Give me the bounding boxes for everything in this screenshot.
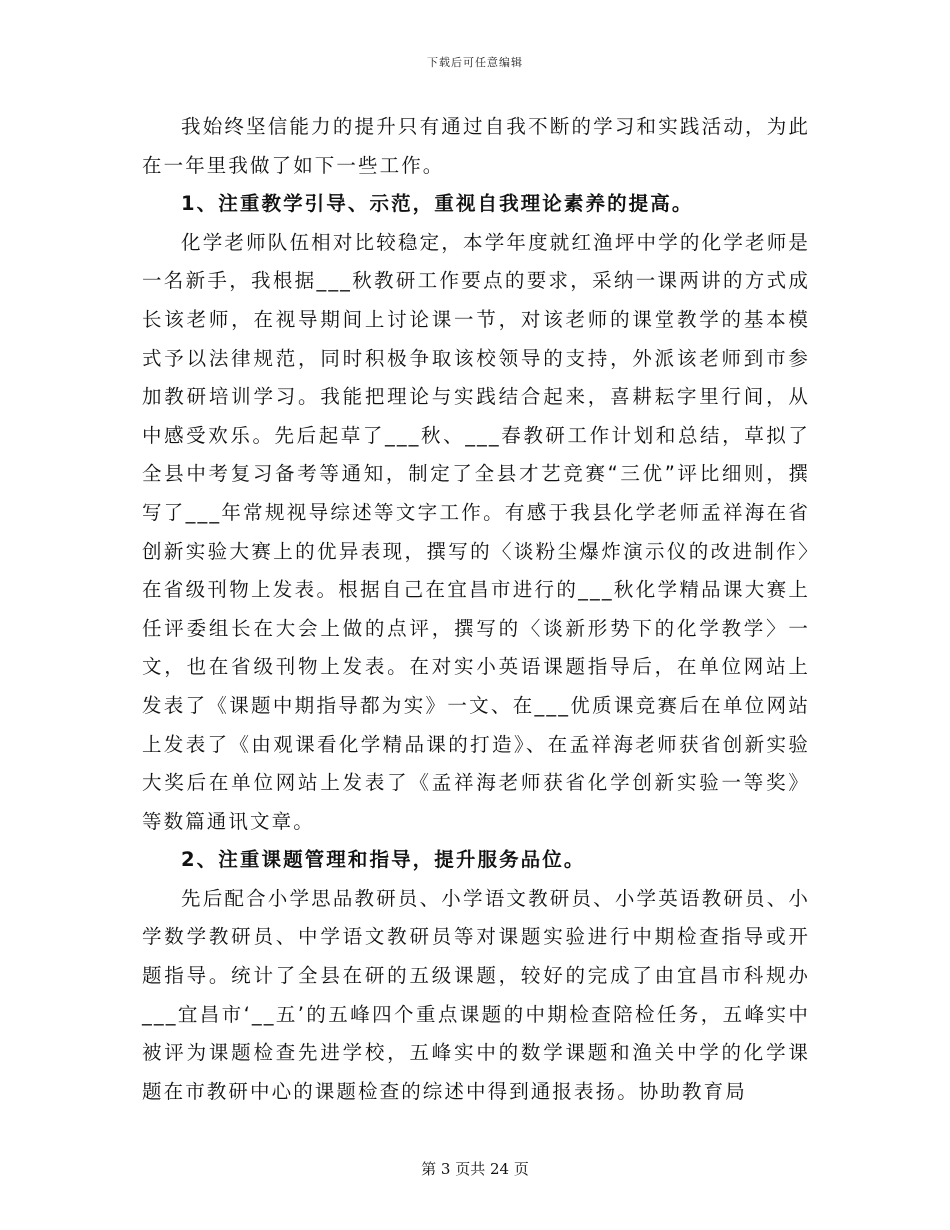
page-header: 下载后可任意编辑 [427, 56, 523, 69]
section-1-heading: 1、注重教学引导、示范，重视自我理论素养的提高。 [181, 192, 694, 216]
section-1-paragraph: 化学老师队伍相对比较稳定，本学年度就红渔坪中学的化学老师是一名新手，我根据___秋教研工作要点的要求，采纳一课两讲的方式成长该老师，在视导期间上讨论课一节，对该老师的课堂教学的基本模式予以法律规范，同时积极争取该校领导的支持，外派该老师到市参加教研培训学习。我能把理论与实践结合起来，喜耕耘字里行间，从中感受欢乐。先后起草了___秋、___春教研工作计划和总结，草拟了全县中考复习备考等通知，制定了全县才艺竞赛“三优”评比细则，撰写了___年常规视导综述等文字工作。有感于我县化学老师孟祥海在省创新实验大赛上的优异表现，撰写的〈谈粉尘爆炸演示仪的改进制作〉在省级刊物上发表。根据自己在宜昌市进行的___秋化学精品课大赛上任评委组长在大会上做的点评，撰写的〈谈新形势下的化学教学〉一文，也在省级刊物上发表。在对实小英语课题指导后，在单位网站上发表了《课题中期指导都为实》一文、在___优质课竞赛后在单位网站上发表了《由观课看化学精品课的打造》、在孟祥海老师获省创新实验大奖后在单位网站上发表了《孟祥海老师获省化学创新实验一等奖》等数篇通讯文章。 [142, 230, 810, 833]
document-body [142, 108, 810, 1111]
section-2-heading: 2、注重课题管理和指导，提升服务品位。 [181, 848, 586, 872]
page-number: 第 3 页共 24 页 [421, 1160, 529, 1178]
intro-paragraph: 我始终坚信能力的提升只有通过自我不断的学习和实践活动，为此在一年里我做了如下一些工作。 [142, 115, 810, 177]
section-2-paragraph: 先后配合小学思品教研员、小学语文教研员、小学英语教研员、小学数学教研员、中学语文教研员等对课题实验进行中期检查指导或开题指导。统计了全县在研的五级课题，较好的完成了由宜昌市科规办___宜昌市‘__五’的五峰四个重点课题的中期检查陪检任务，五峰实中被评为课题检查先进学校，五峰实中的数学课题和渔关中学的化学课题在市教研中心的课题检查的综述中得到通报表扬。协助教育局 [142, 886, 810, 1103]
